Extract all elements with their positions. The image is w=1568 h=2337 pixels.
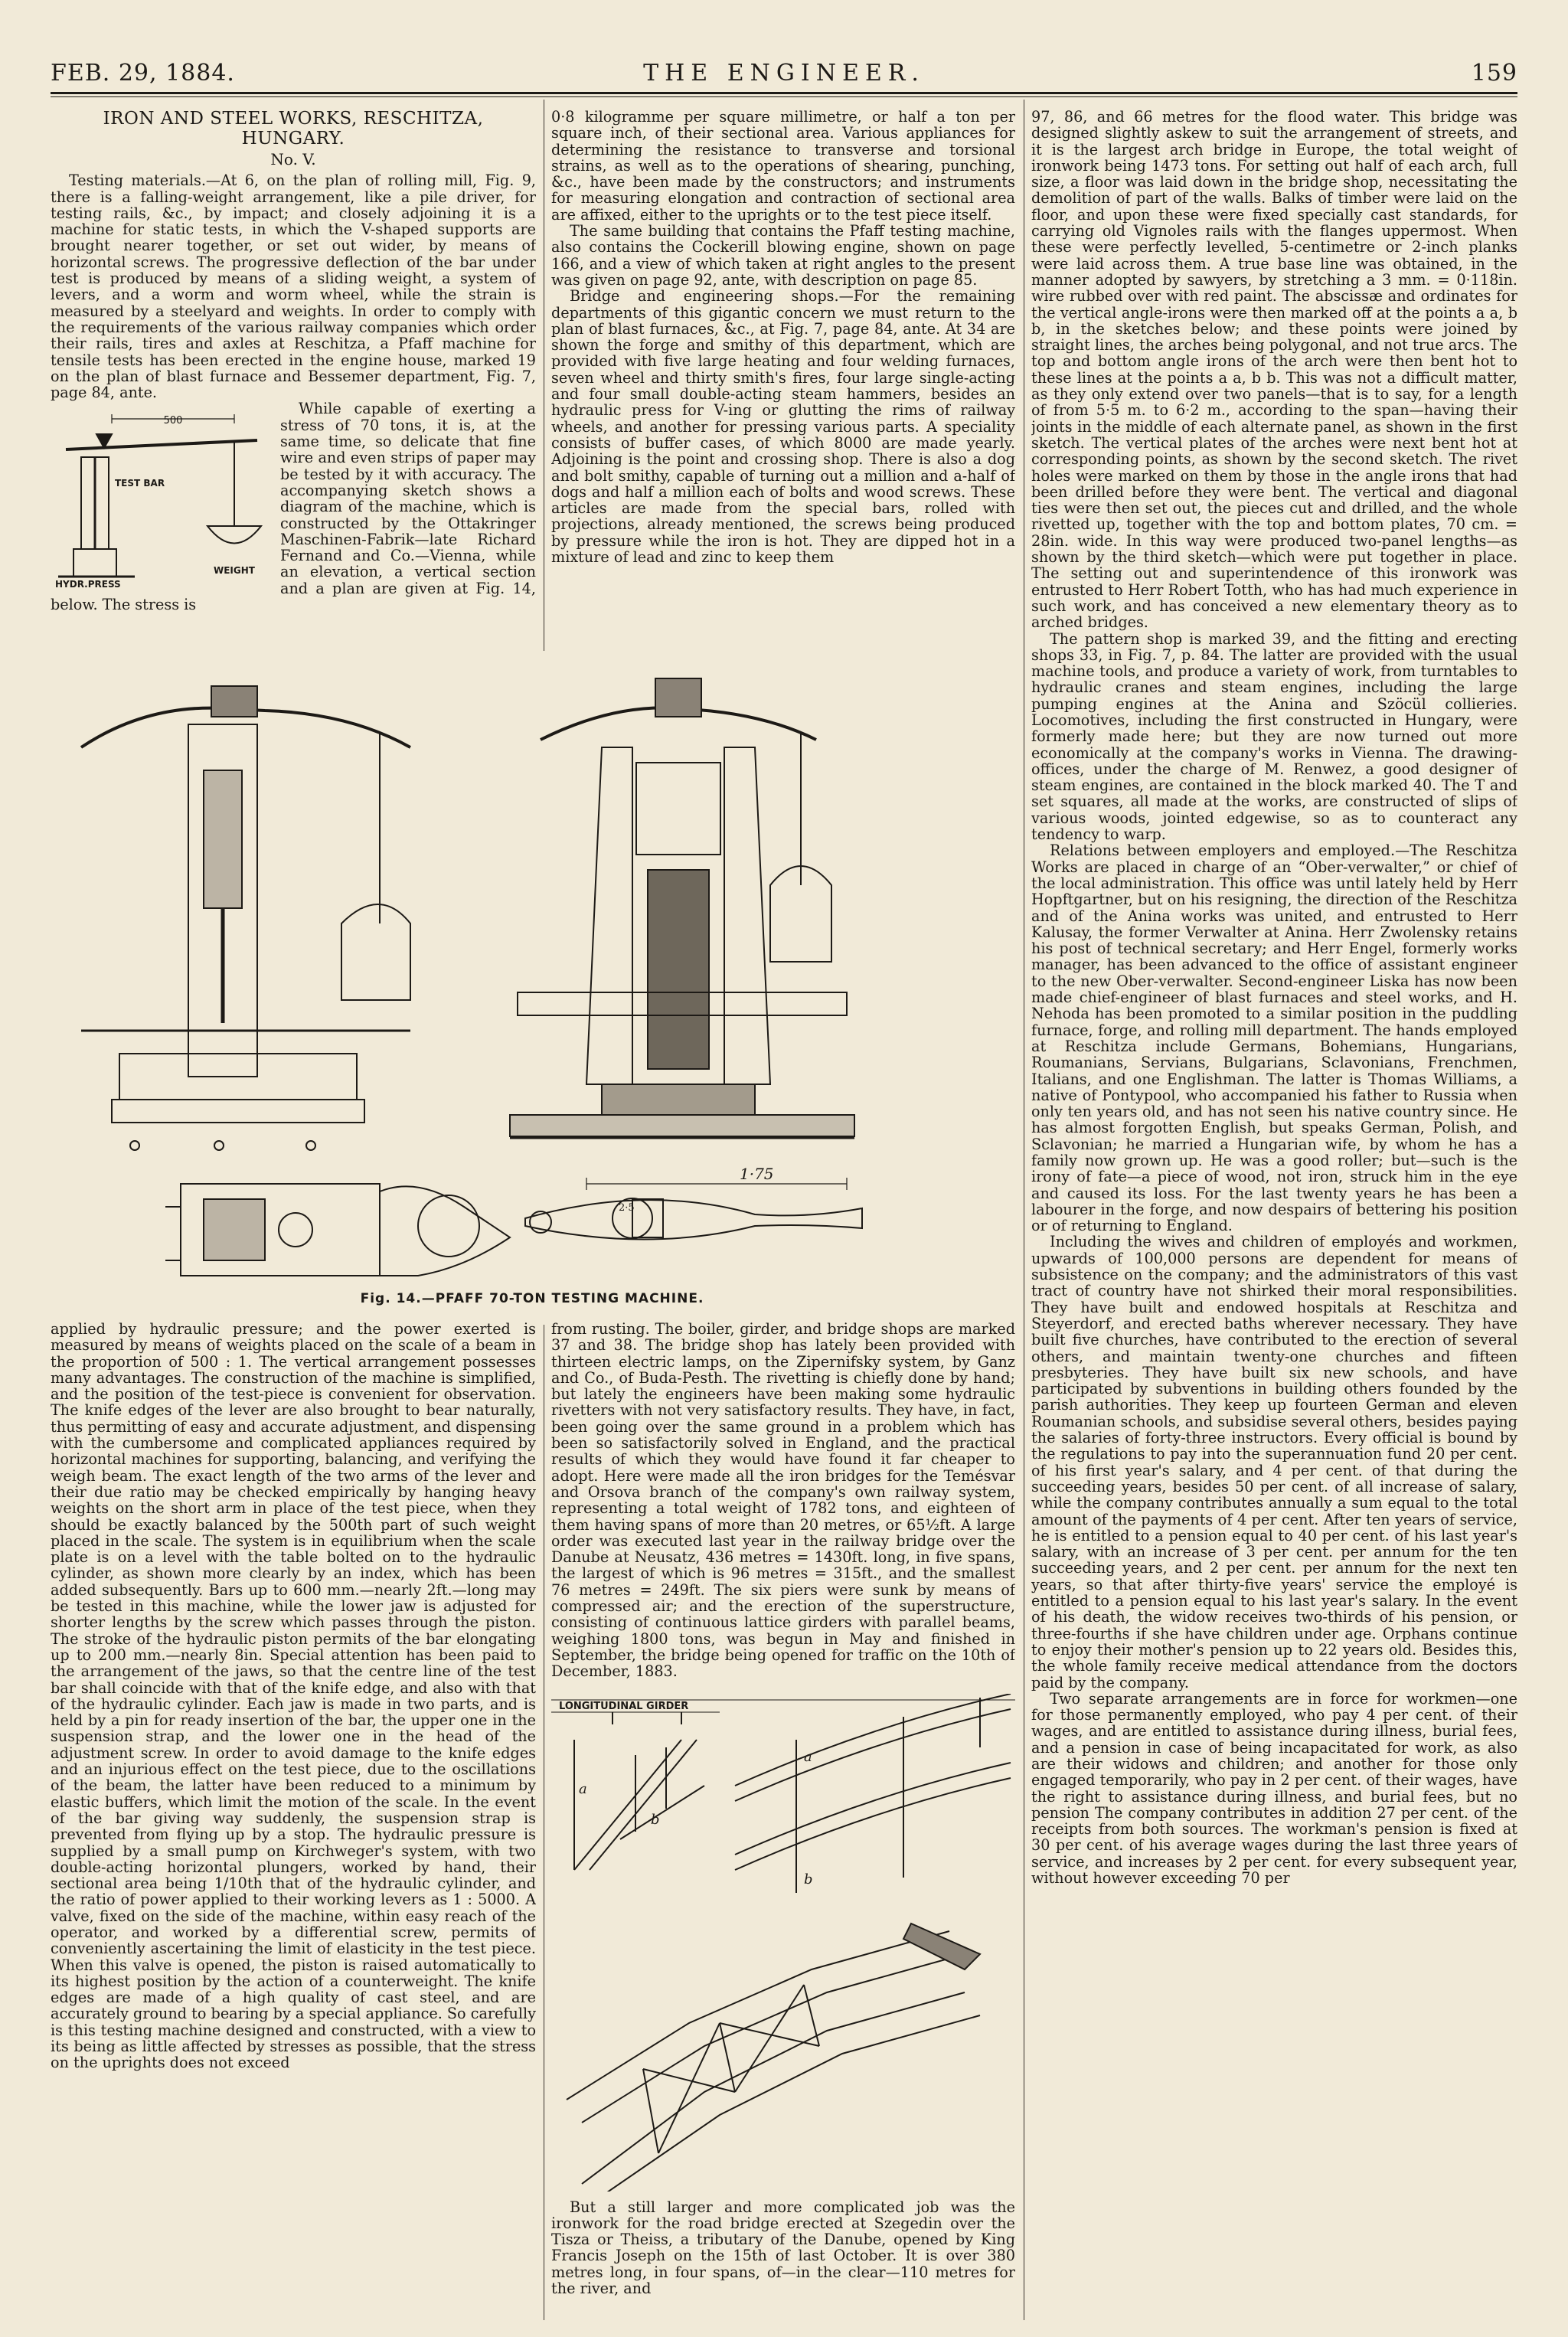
figure-14-caption: Fig. 14.—PFAFF 70-TON TESTING MACHINE. [360, 1291, 704, 1306]
girder-sketches [551, 1694, 1015, 2192]
figure-dimension-label: 1·75 [740, 1165, 774, 1183]
girder-label-b: b [651, 1811, 660, 1828]
paragraph-szegedin-intro: But a still larger and more complicated job was the ironwork for the road bridge erected at Szegedin over the Tisza or Theiss, a tributary of the Danube, opened by King Francis Joseph on the 15th of last October. It is over 380 metres long, in four spans, of—in the clear—110 metres for the river, and [551, 2198, 1015, 2298]
sketch-press-label: HYDR.PRESS [55, 579, 121, 588]
header-rule-thin [51, 96, 1517, 97]
girder-label-a: a [579, 1780, 587, 1797]
column-3 [1031, 109, 1517, 2326]
figure-14 [51, 655, 1017, 1314]
paragraph-testing-materials: Testing materials.—At 6, on the plan of rolling mill, Fig. 9, there is a falling-weight arrangement, like a pile driver, for testing rails, &c., by impact; and closely adjoining it is a machine for static tests, in which the V-shaped supports are brought nearer together, or set out wider, by means of horizontal screws. The progressive deflection of the bar under test is produced by means of a sliding weight, a system of levers, and a worm and worm wheel, while the strain is measured by a steelyard and weights. In order to comply with the requirements of the various railway companies which order their rails, tires and axles at Reschitza, a Pfaff machine for tensile tests has been erected in the engine house, marked 19 on the plan of blast furnace and Bessemer department, Fig. 7, page 84, ante. [51, 172, 536, 402]
paragraph-szegedin-bridge: 97, 86, and 66 metres for the flood water. This bridge was designed slightly askew to suit the arrangement of streets, and it is the largest arch bridge in Europe, the total weight of ironwork being 1473 tons. For setting out half of each arch, full size, a floor was laid down in the bridge shop, necessitating the demolition of part of the walls. Balks of timber were laid on the floor, and upon these were fixed specially cast standards, for carrying old Vignoles rails with the flanges uppermost. When these were perfectly levelled, 5-centimetre or 2-inch planks were laid across them. A true base line was obtained, in the manner adopted by sawyers, by stretching a 3 mm. = 0·118in. wire rubbed over with red paint. The abscissæ and ordinates for the vertical angle-irons were then marked off at the points a a, b b, in the sketches below; and these points were joined by straight lines, the arches being polygonal, and not true arcs. The top and bottom angle irons of the arch were then bent hot to these lines at the points a a, b b. This was not a difficult matter, as they only extend over two panels—that is to say, for a length of from 5·5 m. to 6·2 m., according to the span—having their joints in the middle of each alternate panel, as shown in the first sketch. The vertical plates of the arches were next bent hot at corresponding points, as shown by the second sketch. The rivet holes were marked on them by those in the angle irons that had been drilled before they were bent. The vertical and diagonal ties were then set out, the pieces cut and drilled, and the whole rivetted up, together with the top and bottom plates, 70 cm. = 28in. wide. In this way were produced two-panel lengths—as shown by the third sketch—which were put together in place. The setting out and superintendence of this ironwork was entrusted to Herr Robert Totth, who has had much experience in such work, and has conceived a new elementary theory as to arched bridges. [1031, 109, 1517, 632]
article-number: No. V. [270, 150, 316, 168]
column-1-bottom [51, 1321, 536, 2324]
girder-label-a-2: a [804, 1748, 812, 1765]
paragraph-dependents: Including the wives and children of employés and workmen, upwards of 100,000 persons are dependent for means of subsistence on the company; and the administrators of this vast tract of country have not shirked their moral responsibilities. They have built and endowed hospitals at Reschitza and Steyerdorf, and erected baths wherever necessary. They have built five churches, have contributed to the erection of several others, and maintain twenty-one churches and fifteen presbyteries. They have built six new schools, and have participated by subventions in building others founded by the parish authorities. They keep up fourteen German and eleven Roumanian schools, and subsidise several others, besides paying the salaries of forty-three instructors. Every official is bound by the regulations to pay into the superannuation fund 20 per cent. of his first year's salary, and 4 per cent. of that during the succeeding years, besides 50 per cent. of all increase of salary, while the company contributes annually a sum equal to the total amount of the payments of 4 per cent. After ten years of service, he is entitled to a pension equal to 40 per cent. of his last year's salary, with an increase of 3 per cent. per annum for the ten succeeding years, and 2 per cent. per annum for the next ten years, so that after thirty-five years' service the employé is entitled to a pension equal to his last year's salary. In the event of his death, the widow receives two-thirds of his pension, or three-fourths if she have children under age. Orphans continue to enjoy their mother's pension up to 22 years old. Besides this, the whole family receive medical attendance from the doctors paid by the company. [1031, 1233, 1517, 1691]
page-header [51, 55, 1517, 93]
issue-date: FEB. 29, 1884. [51, 60, 235, 87]
sketch-weight-label: WEIGHT [214, 565, 255, 577]
page-number: 159 [1471, 60, 1517, 87]
journal-title: THE ENGINEER. [643, 60, 925, 87]
column-1-top [51, 109, 536, 652]
column-2-top [551, 109, 1015, 652]
paragraph-pattern-shop: The pattern shop is marked 39, and the fitting and erecting shops 33, in Fig. 7, p. 84. The latter are provided with the usual machine tools, and produce a variety of work, from turntables to hydraulic cranes and steam engines, including the large pumping engines at the Anina and Szöcül collieries. Locomotives, including the first constructed in Hungary, were formerly made here; but they are now turned out more economically at the company's works in Vienna. The drawing-offices, under the charge of M. Renwez, a good designer of steam engines, are contained in the block marked 40. The T and set squares, all made at the works, are constructed of slips of various woods, jointed edgewise, so as to counteract any tendency to warp. [1031, 629, 1517, 844]
machine-sketch [51, 404, 273, 587]
header-rule [51, 92, 1517, 94]
girder-label-b-2: b [804, 1871, 813, 1888]
paragraph-hydraulic: applied by hydraulic pressure; and the power exerted is measured by means of weights placed on the scale of a beam in the proportion of 500 : 1. The vertical arrangement possesses many advantages. The construction of the machine is simplified, and the position of the test-piece is convenient for observation. The knife edges of the lever are also brought to bear naturally, thus permitting of easy and accurate adjustment, and dispensing with the cumbersome and complicated appliances required by horizontal machines for supporting, balancing, and verifying the weigh beam. The exact length of the two arms of the lever and their due ratio may be checked empirically by hanging heavy weights on the short arm in place of the test piece, when they should be exactly balanced by the 500th part of such weight placed in the scale. The system is in equilibrium when the scale plate is on a level with the table bolted on to the hydraulic cylinder, as shown more clearly by an index, which has been added subsequently. Bars up to 600 mm.—nearly 2ft.—long may be tested in this machine, while the lower jaw is adjusted for shorter lengths by the screw which passes through the piston. The stroke of the hydraulic piston permits of the bar elongating up to 200 mm.—nearly 8in. Special attention has been paid to the arrangement of the jaws, so that the centre line of the test bar shall coincide with that of the knife edge, and also with that of the hydraulic cylinder. Each jaw is made in two parts, and is held by a pin for ready insertion of the bar, the upper one in the suspension strap, and the lower one in the head of the adjustment screw. In order to avoid damage to the knife edges and an injurious effect on the test piece, due to the oscillations of the beam, the latter have been reduced to a minimum by elastic buffers, which limit the motion of the scale. In the event of the bar giving way suddenly, the suspension strap is prevented from flying up by a stop. The hydraulic pressure is supplied by a small pump on Kirchweger's system, with two double-acting horizontal plungers, worked by hand, their sectional area being 1/10th that of the hydraulic cylinder, and the ratio of power applied to their working levers as 1 : 5000. A valve, fixed on the side of the machine, within easy reach of the operator, and worked by a differential screw, permits of conveniently ascertaining the limit of elasticity in the test piece. When this valve is opened, the piston is raised automatically to its highest position by the action of a counterweight. The knife edges are made of a high quality of cast steel, and are accurately ground to bearing by a special appliance. So carefully is this testing machine designed and constructed, with a view to its being as little affected by stresses as possible, that the stress on the uprights does not exceed [51, 1321, 536, 2072]
paragraph-bridge-shops: Bridge and engineering shops.—For the remaining departments of this gigantic concern we must return to the plan of blast furnaces, &c., at Fig. 7, page 84, ante. At 34 are shown the forge and smithy of this department, which are provided with five large heating and four welding furnaces, seven wheel and thirty smith's fires, four large single-acting and four small double-acting steam hammers, besides an hydraulic press for V-ing or glutting the rims of railway wheels, and another for pressing various parts. A speciality consists of buffer cases, of which 8000 are made yearly. Adjoining is the point and crossing shop. There is also a dog and bolt smithy, capable of turning out a million and a-half of dogs and half a million each of bolts and wood screws. These articles are made from the special bars, rolled with projections, already mentioned, the screws being produced by pressure while the iron is hot. They are dipped hot in a mixture of lead and zinc to keep them [551, 287, 1015, 567]
column-2-bottom [551, 1321, 1015, 2324]
paragraph-cockerill: The same building that contains the Pfaff testing machine, also contains the Cockerill blowing engine, shown on page 166, and a view of which taken at right angles to the present was given on page 92, ante, with description on page 85. [551, 222, 1015, 289]
girder-title-label: LONGITUDINAL GIRDER [559, 1700, 689, 1712]
paragraph-bridge-shop-lamps: from rusting. The boiler, girder, and bridge shops are marked 37 and 38. The bridge shop has lately been provided with thirteen electric lamps, on the Zipernifsky system, by Ganz and Co., of Buda-Pesth. The rivetting is chiefly done by hand; but lately the engineers have been making some hydraulic rivetters with not very satisfactory results. They have, in fact, been going over the same ground in a problem which has been so satisfactorily solved in England, and the practical results of which they would have found it far cheaper to adopt. Here were made all the iron bridges for the Temésvar and Orsova branch of the company's own railway system, representing a total weight of 1782 tons, and eighteen of them having spans of more than 20 metres, or 65½ft. A large order was executed last year in the railway bridge over the Danube at Neusatz, 436 metres = 1430ft. long, in five spans, the largest of which is 96 metres = 315ft., and the smallest 76 metres = 249ft. The six piers were sunk by means of compressed air; and the erection of the superstructure, consisting of continuous lattice girders with parallel beams, weighing 1800 tons, was begun in May and finished in September, the bridge being opened for traffic on the 10th of December, 1883. [551, 1321, 1015, 1681]
article-headline: IRON AND STEEL WORKS, RESCHITZA, HUNGARY. [103, 109, 484, 149]
sketch-dimension-label: 500 [163, 415, 183, 427]
paragraph-relations: Relations between employers and employed.—The Reschitza Works are placed in charge of an “Ober-verwalter,” or chief of the local administration. This office was until lately held by Herr Hopftgartner, but on his resigning, the direction of the Reschitza and of the Anina works was united, and entrusted to Herr Kalusay, the former Verwalter at Anina. Herr Zwolensky retains his post of technical secretary; and Herr Engel, formerly works manager, has been advanced to the office of assistant engineer to the new Ober-verwalter. Second-engineer Liska has now been made chief-engineer of blast furnaces and steel works, and H. Nehoda has been promoted to a similar position in the puddling furnace, forge, and rolling mill department. The hands employed at Reschitza include Germans, Bohemians, Hungarians, Roumanians, Servians, Bulgarians, Sclavonians, Frenchmen, Italians, and one Englishman. The latter is Thomas Williams, a native of Pontypool, who accompanied his father to Russia when only ten years old, and has not seen his native country since. He has almost forgotten English, but speaks German, Polish, and Sclavonian; he married a Hungarian wife, by whom he has a family now grown up. He was a good roller; but—such is the irony of fate—a piece of wood, not iron, struck him in the eye and caused its loss. For the last twenty years he has been a labourer in the forge, and now despairs of bettering his position or of returning to England. [1031, 842, 1517, 1235]
figure-small-dimension-label: 2·5 [619, 1202, 635, 1214]
paragraph-appliances: 0·8 kilogramme per square millimetre, or half a ton per square inch, of their sectional area. Various appliances for determining the resistance to transverse and torsional strains, as well as to the operations of shearing, punching, &c., have been made by the constructors; and instruments for measuring elongation and contraction of sectional area are affixed, either to the uprights or to the test piece itself. [551, 109, 1015, 224]
sketch-test-bar-label: TEST BAR [115, 478, 165, 489]
paragraph-workmen-arrangements: Two separate arrangements are in force for workmen—one for those permanently employed, who pay 4 per cent. of their wages, and are entitled to assistance during illness, burial fees, and a pension in case of being incapacitated for work, as also are their widows and children; and another for those only engaged temporarily, who pay in 2 per cent. of their wages, have the right to assistance during illness, and burial fees, but no pension The company contributes in addition 27 per cent. of the receipts from both sources. The workman's pension is fixed at 30 per cent. of his average wages during the last three years of service, and increases by 2 per cent. for every subsequent year, without however exceeding 70 per [1031, 1689, 1517, 1888]
paragraph-pfaff-machine: While capable of exerting a stress of 70 tons, it is, at the same time, so delicate that fine wire and even strips of paper may be tested by it with accuracy. The accompanying sketch shows a diagram of the machine, which is constructed by the Ottakringer Maschinen-Fabrik—late Richard Fernand and Co.—Vienna, while an elevation, a vertical section and a plan are given at Fig. 14, below. The stress is [51, 400, 536, 614]
